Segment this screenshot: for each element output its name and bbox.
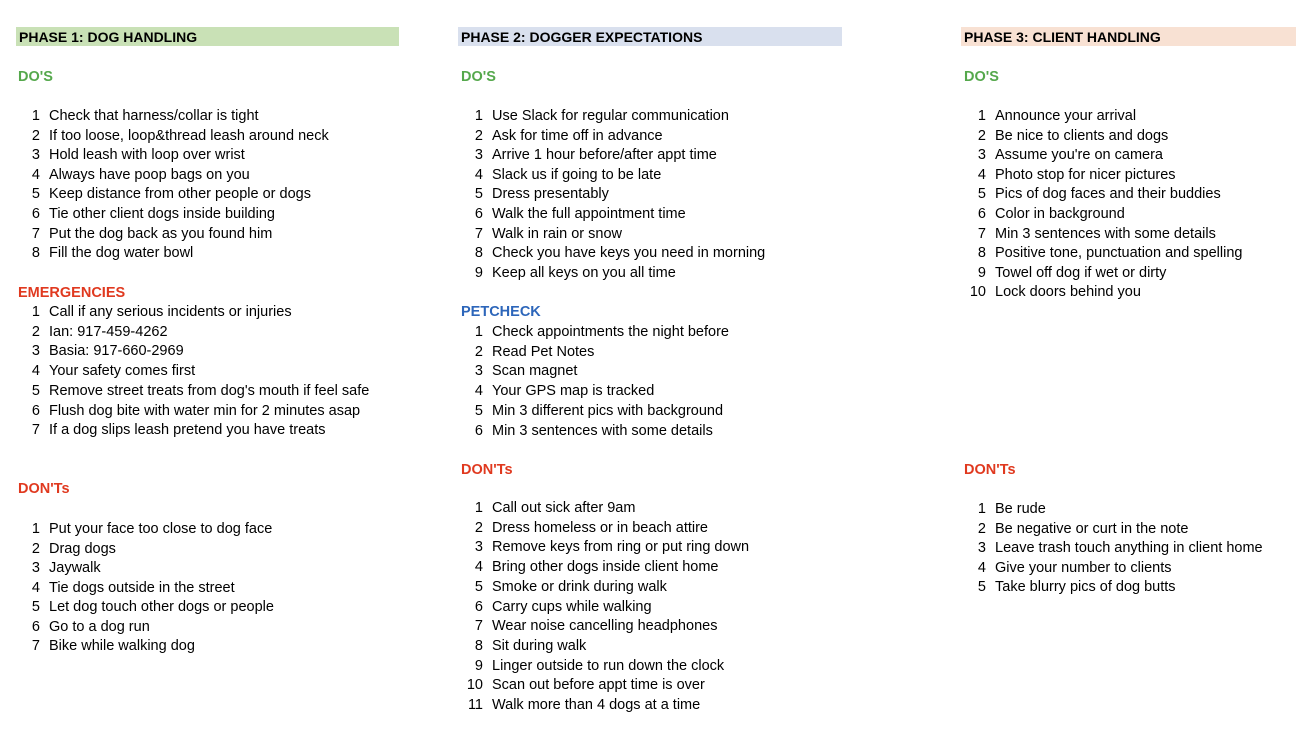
phase2-donts-title: DON'Ts — [461, 462, 513, 478]
list-item-text: Bike while walking dog — [49, 638, 195, 654]
list-item-text: Photo stop for nicer pictures — [995, 166, 1176, 183]
list-item-text: Sit during walk — [492, 637, 587, 654]
list-item-text: Slack us if going to be late — [492, 166, 662, 183]
phase2-header: PHASE 2: DOGGER EXPECTATIONS — [458, 27, 842, 46]
list-item-number: 2 — [31, 127, 40, 144]
list-item-number: 3 — [474, 363, 483, 380]
list-item-number: 6 — [31, 618, 40, 635]
list-item-number: 3 — [977, 540, 986, 557]
list-item-text: Leave trash touch anything in client home — [995, 540, 1263, 557]
list-item-text: Pics of dog faces and their buddies — [995, 186, 1221, 203]
list-item-number: 4 — [977, 166, 986, 183]
list-item-number: 6 — [31, 402, 40, 419]
list-item-number: 1 — [31, 521, 40, 537]
phase3-header: PHASE 3: CLIENT HANDLING — [961, 27, 1296, 46]
list-item-text: Wear noise cancelling headphones — [492, 618, 718, 635]
list-item-number: 3 — [31, 147, 40, 164]
phase2-dos-title: DO'S — [461, 69, 496, 85]
list-item-text: Read Pet Notes — [492, 343, 595, 360]
phase1-emergencies-title: EMERGENCIES — [18, 285, 126, 301]
list-item-number: 5 — [977, 579, 986, 596]
list-item-text: Bring other dogs inside client home — [492, 559, 719, 576]
list-item-text: Smoke or drink during walk — [492, 578, 667, 595]
phase1-dos-title: DO'S — [18, 69, 53, 85]
list-item-text: Announce your arrival — [995, 108, 1137, 124]
list-item-text: Your safety comes first — [49, 363, 196, 380]
list-item-number: 9 — [474, 264, 483, 281]
list-item-number: 4 — [474, 166, 483, 183]
list-item-text: Lock doors behind you — [995, 284, 1141, 301]
list-item-number: 2 — [474, 519, 483, 536]
phase1-donts-title: DON'Ts — [18, 481, 70, 497]
list-item-number: 1 — [977, 108, 986, 124]
list-item-number: 7 — [31, 225, 40, 242]
list-item-number: 5 — [31, 599, 40, 615]
list-item-text: Towel off dog if wet or dirty — [995, 264, 1167, 281]
list-item-text: Jaywalk — [49, 560, 101, 576]
list-item-number: 7 — [977, 225, 986, 242]
list-item-number: 9 — [977, 264, 986, 281]
list-item-number: 1 — [474, 324, 483, 340]
list-item-number: 6 — [977, 206, 986, 222]
list-item-number: 1 — [474, 108, 483, 124]
list-item-text: Ian: 917-459-4262 — [49, 323, 168, 340]
list-item-text: Give your number to clients — [995, 559, 1172, 576]
list-item-number: 4 — [31, 166, 40, 183]
list-item-number: 5 — [31, 382, 40, 399]
list-item-text: Go to a dog run — [49, 618, 150, 635]
list-item-text: Tie other client dogs inside building — [49, 206, 275, 222]
list-item-text: If too loose, loop&thread leash around neck — [49, 127, 329, 144]
list-item-number: 5 — [474, 402, 483, 419]
list-item-number: 5 — [31, 186, 40, 203]
list-item-number: 4 — [474, 383, 483, 400]
list-item-text: Keep distance from other people or dogs — [49, 186, 311, 203]
list-item-text: Check appointments the night before — [492, 324, 729, 340]
list-item-number: 1 — [31, 108, 40, 124]
list-item-number: 6 — [474, 422, 483, 439]
list-item-number: 4 — [31, 579, 40, 596]
list-item-number: 7 — [474, 225, 483, 242]
list-item-number: 6 — [474, 598, 483, 615]
list-item-number: 2 — [977, 520, 986, 537]
list-item-text: Walk the full appointment time — [492, 206, 686, 222]
list-item-text: If a dog slips leash pretend you have treats — [49, 422, 326, 439]
list-item-number: 10 — [466, 677, 483, 694]
list-item-number: 2 — [31, 540, 40, 557]
list-item-text: Flush dog bite with water min for 2 minutes asap — [49, 402, 361, 419]
list-item-number: 7 — [474, 618, 483, 635]
list-item-text: Scan magnet — [492, 363, 578, 380]
list-item-number: 4 — [474, 559, 483, 576]
list-item-number: 8 — [977, 245, 986, 262]
list-item-number: 8 — [31, 245, 40, 262]
list-item-text: Put your face too close to dog face — [49, 521, 273, 537]
list-item-number: 11 — [467, 697, 483, 713]
list-item-text: Put the dog back as you found him — [49, 225, 273, 242]
list-item-number: 2 — [474, 343, 483, 360]
list-item-text: Remove keys from ring or put ring down — [492, 539, 750, 556]
list-item-text: Walk in rain or snow — [492, 225, 623, 242]
list-item-text: Be rude — [995, 501, 1046, 517]
list-item-number: 3 — [474, 539, 483, 556]
list-item-text: Min 3 sentences with some details — [492, 422, 713, 439]
list-item-text: Be negative or curt in the note — [995, 520, 1189, 537]
list-item-text: Your GPS map is tracked — [492, 383, 655, 400]
list-item-number: 1 — [474, 500, 483, 516]
list-item-number: 1 — [31, 304, 40, 320]
list-item-number: 6 — [31, 206, 40, 222]
list-item-text: Assume you're on camera — [995, 147, 1163, 164]
list-item-text: Let dog touch other dogs or people — [49, 599, 274, 615]
list-item-number: 5 — [474, 186, 483, 203]
list-item-number: 9 — [474, 657, 483, 674]
list-item-number: 1 — [977, 501, 986, 517]
list-item-number: 4 — [977, 559, 986, 576]
list-item-number: 3 — [31, 343, 40, 360]
list-item-text: Call if any serious incidents or injuries — [49, 304, 292, 320]
list-item-number: 10 — [969, 284, 986, 301]
list-item-text: Use Slack for regular communication — [492, 108, 729, 124]
list-item-text: Keep all keys on you all time — [492, 264, 676, 281]
list-item-text: Positive tone, punctuation and spelling — [995, 245, 1243, 262]
phase1-header: PHASE 1: DOG HANDLING — [16, 27, 399, 46]
list-item-text: Be nice to clients and dogs — [995, 127, 1169, 144]
list-item-number: 3 — [31, 560, 40, 576]
list-item-text: Remove street treats from dog's mouth if feel safe — [49, 382, 370, 399]
list-item-text: Check that harness/collar is tight — [49, 108, 259, 124]
list-item-text: Hold leash with loop over wrist — [49, 147, 245, 164]
list-item-number: 2 — [474, 127, 483, 144]
list-item-text: Linger outside to run down the clock — [492, 657, 725, 674]
list-item-number: 5 — [977, 186, 986, 203]
list-item-text: Drag dogs — [49, 540, 116, 557]
list-item-text: Ask for time off in advance — [492, 127, 663, 144]
list-item-number: 7 — [31, 422, 40, 439]
list-item-number: 3 — [977, 147, 986, 164]
list-item-text: Arrive 1 hour before/after appt time — [492, 147, 717, 164]
list-item-number: 4 — [31, 363, 40, 380]
list-item-text: Check you have keys you need in morning — [492, 245, 766, 262]
list-item-text: Min 3 sentences with some details — [995, 225, 1216, 242]
phase3-donts-title: DON'Ts — [964, 462, 1016, 478]
list-item-text: Dress presentably — [492, 186, 609, 203]
list-item-text: Scan out before appt time is over — [492, 677, 705, 694]
list-item-number: 8 — [474, 637, 483, 654]
list-item-text: Dress homeless or in beach attire — [492, 519, 708, 536]
list-item-number: 6 — [474, 206, 483, 222]
list-item-text: Carry cups while walking — [492, 598, 652, 615]
list-item-number: 8 — [474, 245, 483, 262]
list-item-text: Take blurry pics of dog butts — [995, 579, 1176, 596]
list-item-text: Walk more than 4 dogs at a time — [492, 697, 701, 713]
list-item-text: Basia: 917-660-2969 — [49, 343, 184, 360]
phase3-dos-title: DO'S — [964, 69, 999, 85]
list-item-text: Tie dogs outside in the street — [49, 579, 235, 596]
list-item-number: 5 — [474, 578, 483, 595]
list-item-text: Call out sick after 9am — [492, 500, 636, 516]
list-item-number: 3 — [474, 147, 483, 164]
list-item-number: 2 — [31, 323, 40, 340]
phase2-petcheck-title: PETCHECK — [461, 304, 541, 320]
list-item-number: 2 — [977, 127, 986, 144]
list-item-text: Always have poop bags on you — [49, 166, 250, 183]
list-item-number: 7 — [31, 638, 40, 654]
list-item-text: Fill the dog water bowl — [49, 245, 194, 262]
list-item-text: Color in background — [995, 206, 1125, 222]
list-item-text: Min 3 different pics with background — [492, 402, 724, 419]
